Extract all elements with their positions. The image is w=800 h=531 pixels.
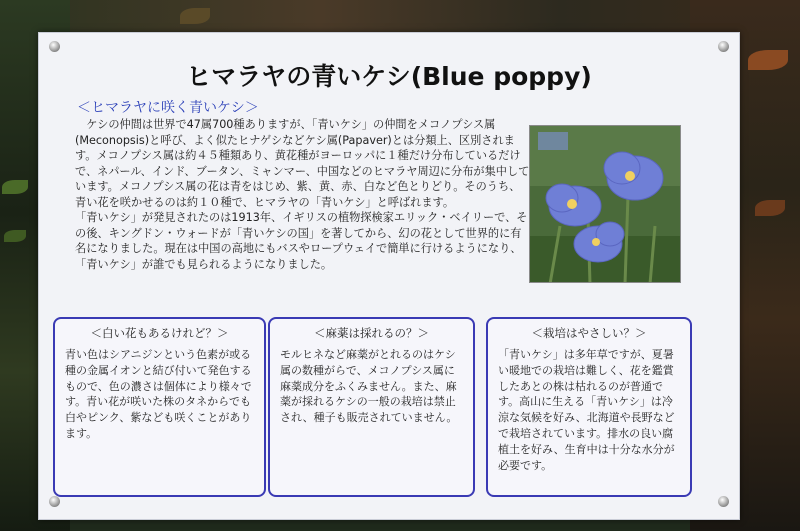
leaf bbox=[4, 230, 26, 242]
leaf bbox=[748, 50, 788, 70]
box-heading: ＜栽培はやさしい？＞ bbox=[531, 326, 647, 340]
blue-poppy-photo-icon bbox=[530, 126, 681, 283]
bolt-icon bbox=[718, 496, 729, 507]
sign-main-text: ケシの仲間は世界で47属700種ありますが、「青いケシ」の仲間をメコノプシス属(Meconopsis)と呼び、よく似たヒナゲシなどケシ属(Papaver)とは分類上、区別されます。メコノプシス属は約４５種類あり、黄花種がヨーロッパに１種だけ分布しているだけで、ネパール、インド、ブータン、ミャンマー、中国などのヒマラヤ周辺に分布が集中しています。メコノプシス属の花は青をはじめ、紫、黄、赤、白など色とりどり。そのうち、青い花を咲かせるのは約１０種で、ヒマラヤの「青いケシ」と呼ばれます。 「青いケシ」が発見されたのは1913年、イギリスの植物探検家エリック・ベイリーで、その後、キングドン・ウォードが「青いケシの国」を著してから、幻の花として世界的に有名になりました。現在は中国の高地にもバスやロープウェイで簡単に行けるようになり、「青いケシ」が誰でも見られるようになりました。 bbox=[75, 118, 530, 271]
bolt-icon bbox=[49, 496, 60, 507]
bolt-icon bbox=[718, 41, 729, 52]
leaf bbox=[755, 200, 785, 216]
blue-poppy-photo bbox=[529, 125, 681, 283]
info-box-white-flowers bbox=[53, 317, 266, 497]
leaf bbox=[180, 8, 210, 24]
sign-title: ヒマラヤの青いケシ(Blue poppy) bbox=[186, 62, 592, 91]
leaf bbox=[2, 180, 28, 194]
box-heading: ＜麻薬は採れるの？＞ bbox=[314, 326, 429, 340]
box-body: モルヒネなど麻薬がとれるのはケシ属の数種がらで、メコノプシス属に麻薬成分をふくみません。また、麻薬が採れるケシの一般の栽培は禁止され、種子も販売されていません。 bbox=[280, 348, 458, 425]
box-body: 青い色はシアニジンという色素が或る種の金属イオンと結び付いて発色するもので、色の濃さは個体により様々です。青い花が咲いた株のタネからでも白やピンク、紫なども咲くことがあります。 bbox=[65, 348, 252, 440]
box-body: 「青いケシ」は多年草ですが、夏暑い暖地での栽培は難しく、花を鑑賞したあとの株は枯れるのが普通です。高山に生える「青いケシ」は冷涼な気候を好み、北海道や長野などで栽培されています。排水の良い腐植土を好み、生育中は十分な水分が必要です。 bbox=[498, 348, 675, 472]
sign-subtitle: ＜ヒマラヤに咲く青いケシ＞ bbox=[77, 100, 259, 116]
info-box-narcotics bbox=[268, 317, 475, 497]
bolt-icon bbox=[49, 41, 60, 52]
info-box-cultivation bbox=[486, 317, 692, 497]
information-sign bbox=[38, 32, 740, 520]
box-heading: ＜白い花もあるけれど？＞ bbox=[90, 326, 229, 340]
